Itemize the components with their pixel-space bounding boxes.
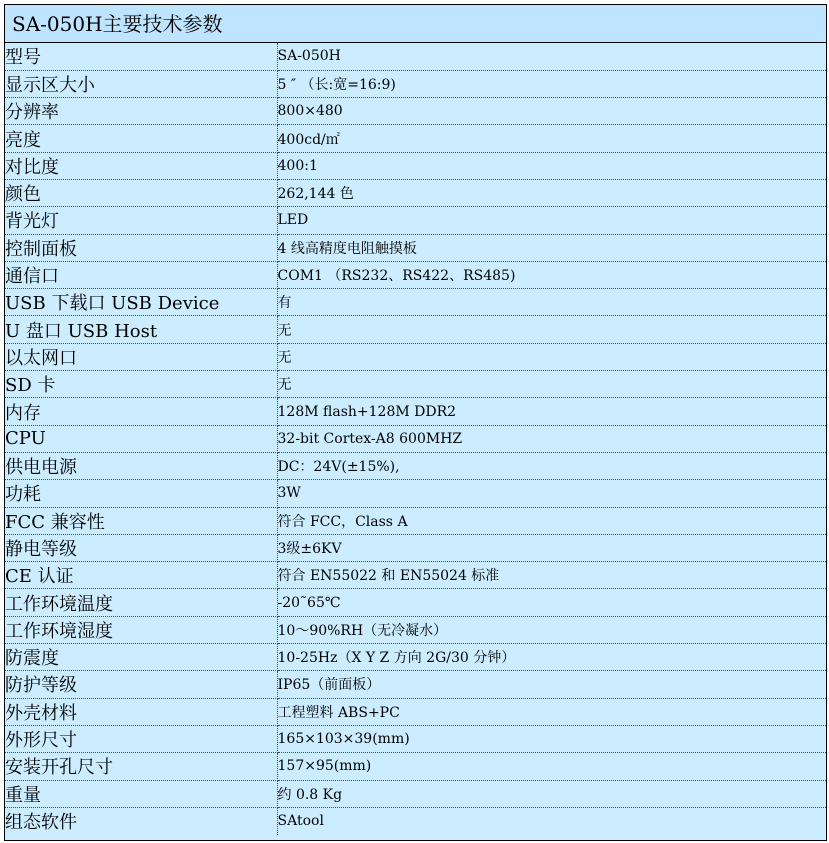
spec-key: 以太网口 <box>5 343 277 370</box>
spec-key: FCC 兼容性 <box>5 507 277 534</box>
spec-key: 颜色 <box>5 179 277 206</box>
spec-row <box>5 316 826 343</box>
spec-value: 10～90%RH（无冷凝水） <box>277 616 826 643</box>
spec-key: 分辨率 <box>5 98 277 125</box>
spec-value: 无 <box>277 343 826 370</box>
spec-key: 外壳材料 <box>5 698 277 725</box>
spec-value: 128M flash+128M DDR2 <box>277 398 826 425</box>
spec-key: 亮度 <box>5 125 277 152</box>
spec-value: 工程塑料 ABS+PC <box>277 698 826 725</box>
spec-title: SA-050H主要技术参数 <box>5 5 826 43</box>
spec-row <box>5 725 826 752</box>
spec-value: -20˜65℃ <box>277 589 826 616</box>
spec-value: 800×480 <box>277 98 826 125</box>
spec-key: CPU <box>5 425 277 452</box>
spec-key: 型号 <box>5 43 277 70</box>
spec-row <box>5 125 826 152</box>
spec-value: DC：24V(±15%), <box>277 452 826 479</box>
spec-table-body <box>5 43 826 835</box>
spec-value: SAtool <box>277 807 826 834</box>
spec-value: IP65（前面板） <box>277 671 826 698</box>
spec-value: 无 <box>277 316 826 343</box>
spec-key: U 盘口 USB Host <box>5 316 277 343</box>
spec-value: 约 0.8 Kg <box>277 780 826 807</box>
spec-key: 供电电源 <box>5 452 277 479</box>
spec-value: 262,144 色 <box>277 179 826 206</box>
spec-key: 防震度 <box>5 644 277 671</box>
spec-row <box>5 644 826 671</box>
spec-key: 组态软件 <box>5 807 277 834</box>
spec-value: 有 <box>277 289 826 316</box>
spec-row <box>5 562 826 589</box>
spec-row <box>5 534 826 561</box>
spec-value: 165×103×39(mm) <box>277 725 826 752</box>
spec-key: 功耗 <box>5 480 277 507</box>
spec-row <box>5 98 826 125</box>
spec-key: 安装开孔尺寸 <box>5 753 277 780</box>
spec-key: 显示区大小 <box>5 70 277 97</box>
spec-value: COM1 （RS232、RS422、RS485) <box>277 261 826 288</box>
spec-row <box>5 698 826 725</box>
spec-row <box>5 780 826 807</box>
spec-table <box>5 43 826 835</box>
spec-key: 重量 <box>5 780 277 807</box>
spec-value: 400cd/㎡ <box>277 125 826 152</box>
spec-row <box>5 70 826 97</box>
spec-value: 符合 FCC，Class A <box>277 507 826 534</box>
spec-value: 5 ″ （长:宽=16:9) <box>277 70 826 97</box>
spec-row <box>5 398 826 425</box>
spec-value: 3级±6KV <box>277 534 826 561</box>
spec-row <box>5 43 826 70</box>
spec-key: CE 认证 <box>5 562 277 589</box>
spec-key: 静电等级 <box>5 534 277 561</box>
spec-value: 4 线高精度电阻触摸板 <box>277 234 826 261</box>
spec-row <box>5 207 826 234</box>
spec-key: 背光灯 <box>5 207 277 234</box>
spec-value: SA-050H <box>277 43 826 70</box>
spec-row <box>5 289 826 316</box>
spec-row <box>5 179 826 206</box>
spec-key: 对比度 <box>5 152 277 179</box>
spec-key: 控制面板 <box>5 234 277 261</box>
spec-value: 无 <box>277 371 826 398</box>
spec-row <box>5 753 826 780</box>
spec-row <box>5 234 826 261</box>
spec-value: LED <box>277 207 826 234</box>
spec-row <box>5 261 826 288</box>
spec-key: 外形尺寸 <box>5 725 277 752</box>
spec-key: USB 下载口 USB Device <box>5 289 277 316</box>
spec-row <box>5 452 826 479</box>
spec-value: 3W <box>277 480 826 507</box>
spec-row <box>5 507 826 534</box>
spec-value: 157×95(mm) <box>277 753 826 780</box>
spec-row <box>5 671 826 698</box>
spec-value: 32-bit Cortex-A8 600MHZ <box>277 425 826 452</box>
spec-row <box>5 343 826 370</box>
spec-value: 400:1 <box>277 152 826 179</box>
spec-key: 防护等级 <box>5 671 277 698</box>
spec-sheet <box>4 4 827 841</box>
spec-row <box>5 480 826 507</box>
spec-value: 符合 EN55022 和 EN55024 标准 <box>277 562 826 589</box>
spec-row <box>5 807 826 834</box>
spec-value: 10-25Hz（X Y Z 方向 2G/30 分钟） <box>277 644 826 671</box>
spec-row <box>5 616 826 643</box>
spec-row <box>5 425 826 452</box>
spec-row <box>5 152 826 179</box>
spec-key: 工作环境温度 <box>5 589 277 616</box>
spec-key: 通信口 <box>5 261 277 288</box>
spec-key: SD 卡 <box>5 371 277 398</box>
spec-row <box>5 371 826 398</box>
spec-key: 内存 <box>5 398 277 425</box>
spec-key: 工作环境湿度 <box>5 616 277 643</box>
spec-row <box>5 589 826 616</box>
